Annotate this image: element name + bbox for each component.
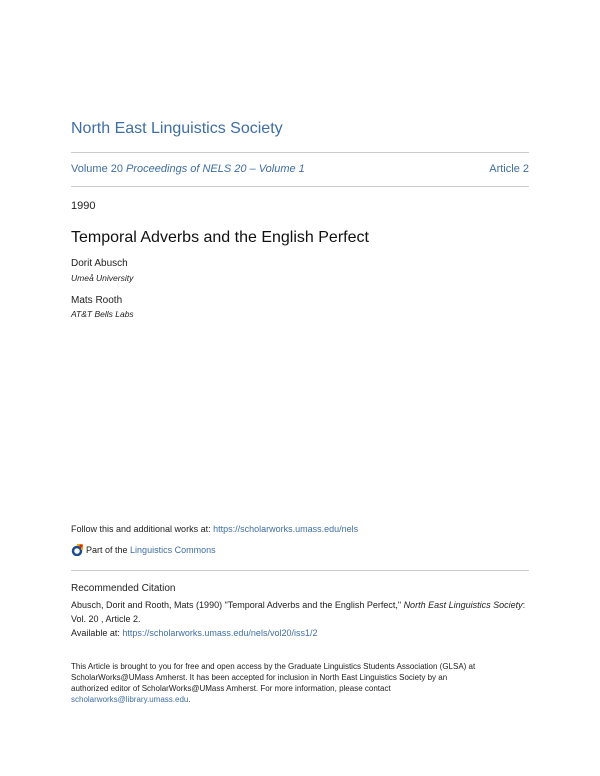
- proceedings-link[interactable]: [126, 163, 305, 175]
- available-label: Available at:: [71, 628, 123, 638]
- divider: [71, 570, 529, 571]
- footer-line: authorized editor of ScholarWorks@UMass Amherst. For more information, please contact: [71, 684, 391, 693]
- commons-network-icon: [71, 544, 83, 556]
- author-name: Dorit Abusch: [71, 258, 128, 269]
- nels-link[interactable]: https://scholarworks.umass.edu/nels: [213, 524, 359, 534]
- journal-title-link[interactable]: North East Linguistics Society: [71, 120, 283, 137]
- article-title: Temporal Adverbs and the English Perfect: [71, 229, 369, 246]
- divider: [71, 152, 529, 153]
- follow-line: [71, 524, 358, 534]
- part-of-line: [71, 544, 216, 556]
- email-link[interactable]: scholarworks@library.umass.edu: [71, 695, 189, 704]
- article-link[interactable]: Article 2: [489, 163, 529, 175]
- article-url-link[interactable]: https://scholarworks.umass.edu/nels/vol20/iss1/2: [122, 628, 318, 638]
- citation-text: [71, 598, 531, 640]
- volume-link[interactable]: Volume 20: [71, 163, 123, 175]
- linguistics-commons-link[interactable]: Linguistics Commons: [130, 545, 216, 555]
- citation-rest: : Vol. 20 , Article 2.: [71, 600, 526, 624]
- follow-text: Follow this and additional works at:: [71, 524, 214, 534]
- author-name: Mats Rooth: [71, 295, 123, 306]
- proceedings-text: Proceedings of NELS 20 – Volume 1: [126, 163, 305, 175]
- footer-period: .: [188, 695, 191, 704]
- author-affiliation: AT&T Bells Labs: [71, 309, 134, 319]
- volume-line: [71, 163, 305, 175]
- citation-body: Abusch, Dorit and Rooth, Mats (1990) "Temporal Adverbs and the English Perfect,": [71, 600, 404, 610]
- divider: [71, 186, 529, 187]
- part-of-text: Part of the: [86, 545, 128, 555]
- footer-line: ScholarWorks@UMass Amherst. It has been accepted for inclusion in North East Linguistics Society by an: [71, 673, 448, 682]
- footer-line: This Article is brought to you for free and open access by the Graduate Linguistics Students Association (GLSA) at: [71, 662, 476, 671]
- citation-heading: Recommended Citation: [71, 583, 176, 594]
- author-affiliation: Umeå University: [71, 273, 134, 283]
- citation-journal: North East Linguistics Society: [403, 600, 523, 610]
- year: 1990: [71, 200, 96, 212]
- footer-notice: [71, 661, 475, 705]
